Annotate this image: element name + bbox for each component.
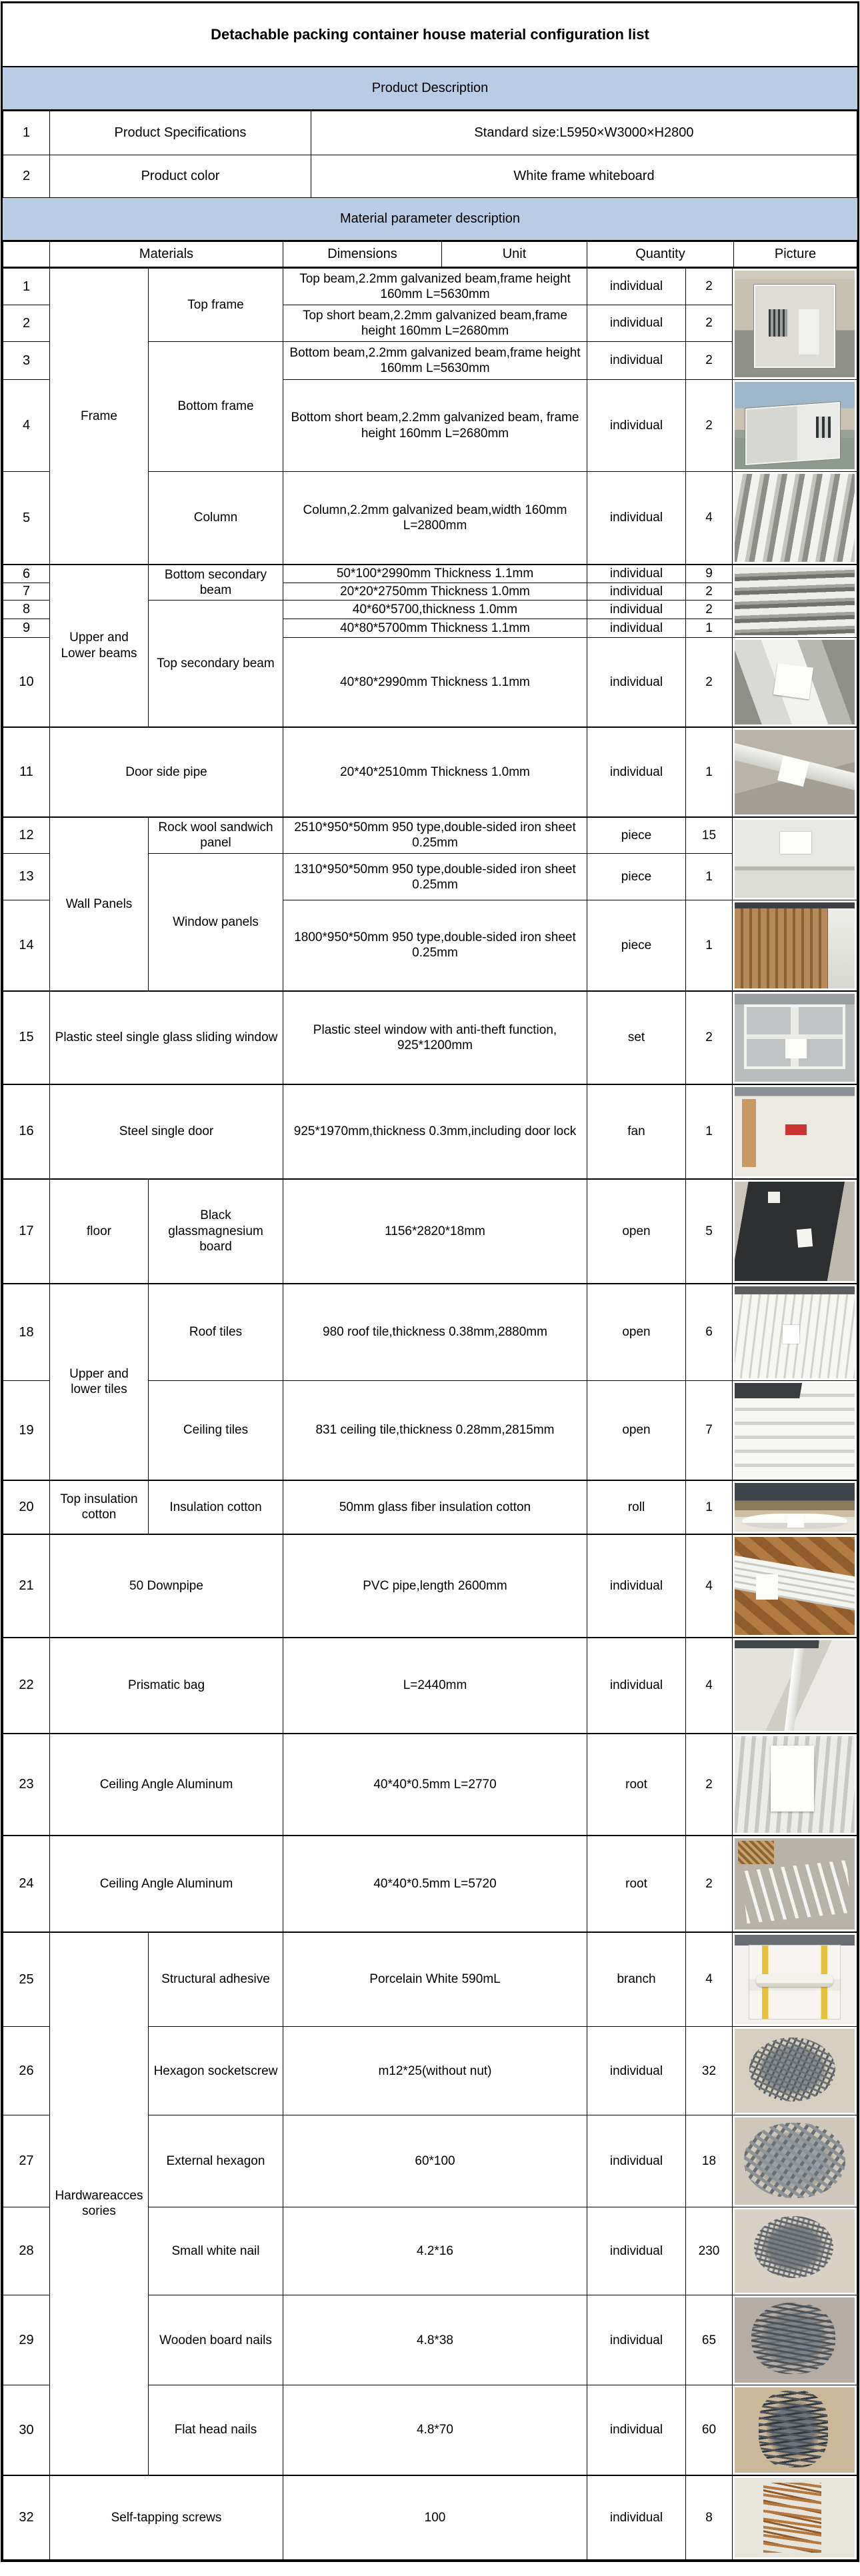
quantity-cell: 2: [686, 305, 733, 342]
row-number-cell: 24: [3, 1836, 50, 1932]
quantity-cell: 1: [686, 854, 733, 900]
unit-cell: individual: [587, 2475, 686, 2560]
row-number-cell: 5: [3, 472, 50, 565]
picture-cell: [733, 269, 857, 380]
row-number-cell: 20: [3, 1480, 50, 1534]
dimensions-cell: Top short beam,2.2mm galvanized beam,frame height 160mm L=2680mm: [283, 305, 587, 342]
product-description-table: [3, 111, 857, 198]
unit-cell: individual: [587, 601, 686, 619]
table-row: [3, 1734, 857, 1836]
container-angled-photo: [735, 382, 855, 469]
row-number-cell: 8: [3, 601, 50, 619]
unit-cell: open: [587, 1381, 686, 1480]
quantity-cell: 2: [686, 1836, 733, 1932]
column-header-picture: Picture: [734, 242, 857, 268]
unit-cell: individual: [587, 2207, 686, 2295]
quantity-cell: 2: [686, 1734, 733, 1836]
quantity-cell: 9: [686, 565, 733, 583]
self-tapping-screws-photo: [735, 2478, 855, 2558]
unit-cell: individual: [587, 342, 686, 380]
quantity-cell: 2: [686, 342, 733, 380]
container-front-photo: [735, 271, 855, 377]
material-sub-cell: Structural adhesive: [149, 1932, 283, 2027]
unit-cell: open: [587, 1179, 686, 1284]
unit-cell: individual: [587, 619, 686, 638]
table-row: [3, 565, 857, 583]
steel-door-photo: [735, 1087, 855, 1176]
flat-head-nails-photo: [735, 2387, 855, 2473]
material-sub-cell: Flat head nails: [149, 2385, 283, 2475]
dimensions-cell: 20*20*2750mm Thickness 1.0mm: [283, 583, 587, 601]
material-sub-cell: Hexagon socketscrew: [149, 2027, 283, 2115]
row-number-cell: 32: [3, 2475, 50, 2560]
row-number-cell: 6: [3, 565, 50, 583]
picture-cell: [733, 2295, 857, 2385]
product-color-label-cell: Product color: [50, 155, 311, 198]
quantity-cell: 8: [686, 2475, 733, 2560]
table-row: [3, 1534, 857, 1638]
picture-cell: [733, 2385, 857, 2475]
table-row: [3, 817, 857, 854]
material-group-cell: Hardwareaccessories: [50, 1932, 149, 2475]
unit-cell: set: [587, 991, 686, 1084]
picture-cell: [733, 1381, 857, 1480]
table-row: [3, 991, 857, 1084]
material-name-cell: Ceiling Angle Aluminum: [50, 1836, 283, 1932]
column-header-dimensions: Dimensions: [283, 242, 442, 268]
sliding-window-photo: [735, 994, 855, 1082]
table-row: [3, 1932, 857, 2027]
material-configuration-sheet: [1, 1, 859, 2562]
quantity-cell: 1: [686, 727, 733, 817]
row-number-cell: 9: [3, 619, 50, 638]
material-sub-cell: Bottom frame: [149, 342, 283, 472]
dimensions-cell: Top beam,2.2mm galvanized beam,frame height 160mm L=5630mm: [283, 269, 587, 305]
row-number-cell: 11: [3, 727, 50, 817]
row-number-cell: 25: [3, 1932, 50, 2027]
unit-cell: individual: [587, 638, 686, 727]
hexagon-bolts-photo: [735, 2117, 855, 2205]
material-sub-cell: Black glassmagnesium board: [149, 1179, 283, 1284]
table-row: [3, 155, 857, 198]
picture-cell: [733, 817, 857, 900]
table-row: [3, 1480, 857, 1534]
quantity-cell: 7: [686, 1381, 733, 1480]
picture-cell: [733, 2115, 857, 2207]
beams-bundle-photo: [735, 567, 855, 636]
picture-cell: [733, 1932, 857, 2027]
quantity-cell: 6: [686, 1284, 733, 1381]
unit-cell: individual: [587, 1638, 686, 1734]
small-nails-photo: [735, 2209, 855, 2293]
quantity-cell: 230: [686, 2207, 733, 2295]
row-number-cell: 1: [3, 111, 50, 155]
material-sub-cell: Top frame: [149, 269, 283, 342]
socket-screws-photo: [735, 2029, 855, 2113]
dimensions-cell: 40*40*0.5mm L=2770: [283, 1734, 587, 1836]
unit-cell: open: [587, 1284, 686, 1381]
materials-table: [3, 268, 857, 2560]
dimensions-cell: 1156*2820*18mm: [283, 1179, 587, 1284]
unit-cell: branch: [587, 1932, 686, 2027]
dimensions-cell: m12*25(without nut): [283, 2027, 587, 2115]
unit-cell: individual: [587, 2295, 686, 2385]
unit-cell: piece: [587, 817, 686, 854]
dimensions-cell: 50*100*2990mm Thickness 1.1mm: [283, 565, 587, 583]
row-number-cell: 30: [3, 2385, 50, 2475]
row-number-cell: 3: [3, 342, 50, 380]
door-side-pipe-photo: [735, 730, 855, 814]
dimensions-cell: 40*60*5700,thickness 1.0mm: [283, 601, 587, 619]
board-nails-photo: [735, 2297, 855, 2383]
row-number-cell: 23: [3, 1734, 50, 1836]
row-number-cell: 17: [3, 1179, 50, 1284]
picture-cell: [733, 2027, 857, 2115]
dimensions-cell: Plastic steel window with anti-theft function, 925*1200mm: [283, 991, 587, 1084]
dimensions-cell: 2510*950*50mm 950 type,double-sided iron sheet 0.25mm: [283, 817, 587, 854]
material-group-cell: Frame: [50, 269, 149, 565]
quantity-cell: 5: [686, 1179, 733, 1284]
row-number-cell: 18: [3, 1284, 50, 1381]
unit-cell: individual: [587, 2115, 686, 2207]
quantity-cell: 65: [686, 2295, 733, 2385]
quantity-cell: 1: [686, 1480, 733, 1534]
dimensions-cell: 1800*950*50mm 950 type,double-sided iron sheet 0.25mm: [283, 900, 587, 991]
picture-cell: [733, 2475, 857, 2560]
roof-tiles-photo: [735, 1286, 855, 1379]
material-sub-cell: Ceiling tiles: [149, 1381, 283, 1480]
material-name-cell: Ceiling Angle Aluminum: [50, 1734, 283, 1836]
unit-cell: root: [587, 1836, 686, 1932]
quantity-cell: 2: [686, 583, 733, 601]
picture-cell: [733, 1534, 857, 1638]
picture-cell: [733, 900, 857, 991]
row-number-cell: 22: [3, 1638, 50, 1734]
material-parameter-header: Material parameter description: [3, 198, 857, 241]
dimensions-cell: 1310*950*50mm 950 type,double-sided iron sheet 0.25mm: [283, 854, 587, 900]
material-sub-cell: Small white nail: [149, 2207, 283, 2295]
adhesive-box-photo: [735, 1935, 855, 2025]
black-board-photo: [735, 1182, 855, 1281]
row-number-cell: 10: [3, 638, 50, 727]
picture-cell: [733, 991, 857, 1084]
quantity-cell: 15: [686, 817, 733, 854]
row-number-cell: 16: [3, 1084, 50, 1179]
dimensions-cell: 40*80*2990mm Thickness 1.1mm: [283, 638, 587, 727]
table-row: [3, 2475, 857, 2560]
dimensions-cell: 4.8*38: [283, 2295, 587, 2385]
picture-cell: [733, 1284, 857, 1381]
table-row: [3, 242, 857, 268]
material-group-cell: Upper and lower tiles: [50, 1284, 149, 1480]
material-group-cell: Upper and Lower beams: [50, 565, 149, 727]
material-sub-cell: Rock wool sandwich panel: [149, 817, 283, 854]
material-sub-cell: Window panels: [149, 854, 283, 991]
quantity-cell: 4: [686, 1638, 733, 1734]
dimensions-cell: 20*40*2510mm Thickness 1.0mm: [283, 727, 587, 817]
unit-cell: individual: [587, 2385, 686, 2475]
material-group-cell: floor: [50, 1179, 149, 1284]
dimensions-cell: 4.2*16: [283, 2207, 587, 2295]
row-number-cell: 13: [3, 854, 50, 900]
table-row: [3, 1179, 857, 1284]
column-header-materials: Materials: [50, 242, 283, 268]
material-sub-cell: External hexagon: [149, 2115, 283, 2207]
dimensions-cell: 100: [283, 2475, 587, 2560]
picture-cell: [733, 380, 857, 472]
material-sub-cell: Roof tiles: [149, 1284, 283, 1381]
dimensions-cell: 50mm glass fiber insulation cotton: [283, 1480, 587, 1534]
quantity-cell: 1: [686, 900, 733, 991]
table-row: [3, 111, 857, 155]
quantity-cell: 4: [686, 1534, 733, 1638]
dimensions-cell: L=2440mm: [283, 1638, 587, 1734]
unit-cell: roll: [587, 1480, 686, 1534]
material-name-cell: 50 Downpipe: [50, 1534, 283, 1638]
picture-cell: [733, 638, 857, 727]
unit-cell: individual: [587, 472, 686, 565]
product-spec-label-cell: Product Specifications: [50, 111, 311, 155]
picture-cell: [733, 565, 857, 638]
material-sub-cell: Bottom secondary beam: [149, 565, 283, 601]
unit-cell: individual: [587, 305, 686, 342]
ceiling-tiles-photo: [735, 1383, 855, 1478]
quantity-cell: 2: [686, 638, 733, 727]
quantity-cell: 4: [686, 1932, 733, 2027]
material-sub-cell: Top secondary beam: [149, 601, 283, 727]
page-title: Detachable packing container house material configuration list: [3, 3, 857, 67]
row-number-cell: 29: [3, 2295, 50, 2385]
row-number-cell: 15: [3, 991, 50, 1084]
quantity-cell: 1: [686, 619, 733, 638]
materials-header-row: [3, 241, 857, 268]
quantity-cell: 32: [686, 2027, 733, 2115]
quantity-cell: 60: [686, 2385, 733, 2475]
table-row: [3, 1084, 857, 1179]
quantity-cell: 18: [686, 2115, 733, 2207]
blank-header-cell: [3, 242, 50, 268]
unit-cell: individual: [587, 380, 686, 472]
row-number-cell: 4: [3, 380, 50, 472]
picture-cell: [733, 1084, 857, 1179]
row-number-cell: 27: [3, 2115, 50, 2207]
row-number-cell: 28: [3, 2207, 50, 2295]
insulation-roll-photo: [735, 1483, 855, 1532]
picture-cell: [733, 2207, 857, 2295]
corner-trim-photo: [735, 1640, 855, 1731]
dimensions-cell: Column,2.2mm galvanized beam,width 160mm L=2800mm: [283, 472, 587, 565]
material-sub-cell: Insulation cotton: [149, 1480, 283, 1534]
row-number-cell: 1: [3, 269, 50, 305]
table-row: [3, 727, 857, 817]
beam-closeup-photo: [735, 640, 855, 724]
material-group-cell: Top insulation cotton: [50, 1480, 149, 1534]
table-row: [3, 1284, 857, 1381]
quantity-cell: 2: [686, 269, 733, 305]
material-group-cell: Wall Panels: [50, 817, 149, 991]
picture-cell: [733, 1734, 857, 1836]
picture-cell: [733, 727, 857, 817]
dimensions-cell: 4.8*70: [283, 2385, 587, 2475]
dimensions-cell: Bottom beam,2.2mm galvanized beam,frame height 160mm L=5630mm: [283, 342, 587, 380]
unit-cell: fan: [587, 1084, 686, 1179]
dimensions-cell: 831 ceiling tile,thickness 0.28mm,2815mm: [283, 1381, 587, 1480]
sandwich-panels-photo: [735, 820, 855, 898]
unit-cell: piece: [587, 854, 686, 900]
picture-cell: [733, 472, 857, 565]
unit-cell: individual: [587, 1534, 686, 1638]
picture-cell: [733, 1836, 857, 1932]
dimensions-cell: Porcelain White 590mL: [283, 1932, 587, 2027]
columns-stack-photo: [735, 474, 855, 562]
material-sub-cell: Wooden board nails: [149, 2295, 283, 2385]
window-panel-photo: [735, 902, 855, 988]
picture-cell: [733, 1179, 857, 1284]
row-number-cell: 21: [3, 1534, 50, 1638]
material-name-cell: Plastic steel single glass sliding window: [50, 991, 283, 1084]
material-name-cell: Prismatic bag: [50, 1638, 283, 1734]
product-color-value-cell: White frame whiteboard: [311, 155, 857, 198]
material-name-cell: Self-tapping screws: [50, 2475, 283, 2560]
column-header-unit: Unit: [442, 242, 587, 268]
column-header-quantity: Quantity: [587, 242, 734, 268]
angle-aluminum-label-photo: [735, 1736, 855, 1833]
row-number-cell: 7: [3, 583, 50, 601]
table-row: [3, 1836, 857, 1932]
dimensions-cell: 40*80*5700mm Thickness 1.1mm: [283, 619, 587, 638]
material-name-cell: Door side pipe: [50, 727, 283, 817]
row-number-cell: 2: [3, 155, 50, 198]
dimensions-cell: 60*100: [283, 2115, 587, 2207]
row-number-cell: 14: [3, 900, 50, 991]
angle-aluminum-photo: [735, 1838, 855, 1930]
material-sub-cell: Column: [149, 472, 283, 565]
product-spec-value-cell: Standard size:L5950×W3000×H2800: [311, 111, 857, 155]
dimensions-cell: PVC pipe,length 2600mm: [283, 1534, 587, 1638]
pvc-pipes-photo: [735, 1537, 855, 1635]
dimensions-cell: Bottom short beam,2.2mm galvanized beam, frame height 160mm L=2680mm: [283, 380, 587, 472]
picture-cell: [733, 1480, 857, 1534]
unit-cell: individual: [587, 2027, 686, 2115]
unit-cell: individual: [587, 269, 686, 305]
unit-cell: individual: [587, 583, 686, 601]
table-row: [3, 269, 857, 305]
picture-cell: [733, 1638, 857, 1734]
quantity-cell: 1: [686, 1084, 733, 1179]
table-row: [3, 1638, 857, 1734]
row-number-cell: 2: [3, 305, 50, 342]
quantity-cell: 2: [686, 601, 733, 619]
unit-cell: individual: [587, 727, 686, 817]
material-name-cell: Steel single door: [50, 1084, 283, 1179]
quantity-cell: 2: [686, 380, 733, 472]
product-description-header: Product Description: [3, 67, 857, 111]
unit-cell: individual: [587, 565, 686, 583]
dimensions-cell: 980 roof tile,thickness 0.38mm,2880mm: [283, 1284, 587, 1381]
dimensions-cell: 40*40*0.5mm L=5720: [283, 1836, 587, 1932]
quantity-cell: 2: [686, 991, 733, 1084]
dimensions-cell: 925*1970mm,thickness 0.3mm,including door lock: [283, 1084, 587, 1179]
row-number-cell: 12: [3, 817, 50, 854]
row-number-cell: 26: [3, 2027, 50, 2115]
quantity-cell: 4: [686, 472, 733, 565]
unit-cell: root: [587, 1734, 686, 1836]
unit-cell: piece: [587, 900, 686, 991]
row-number-cell: 19: [3, 1381, 50, 1480]
